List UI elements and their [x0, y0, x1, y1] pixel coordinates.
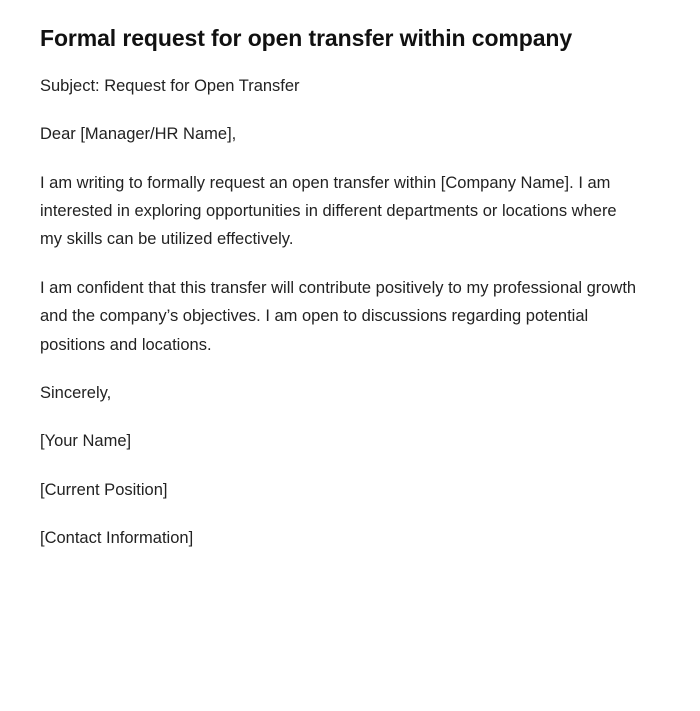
- paragraph-subject: Subject: Request for Open Transfer: [40, 76, 300, 95]
- paragraph-signature-name: [Your Name]: [40, 432, 132, 451]
- paragraph-signature-contact: [Contact Information]: [40, 529, 194, 548]
- paragraph-body-2: I am confident that this transfer will contribute positively to my professional growth and the company’s objectives. I am open to discussions regarding potential positions and locations.: [40, 278, 637, 354]
- paragraph-signature-position: [Current Position]: [40, 480, 168, 499]
- paragraph-salutation: Dear [Manager/HR Name],: [40, 125, 237, 144]
- page-title: Formal request for open transfer within company: [40, 25, 573, 51]
- paragraph-closing: Sincerely,: [40, 383, 112, 402]
- paragraph-body-1: I am writing to formally request an open transfer within [Company Name]. I am interested in exploring opportunities in different departments or locations where my skills can be utilized effectively.: [40, 173, 617, 249]
